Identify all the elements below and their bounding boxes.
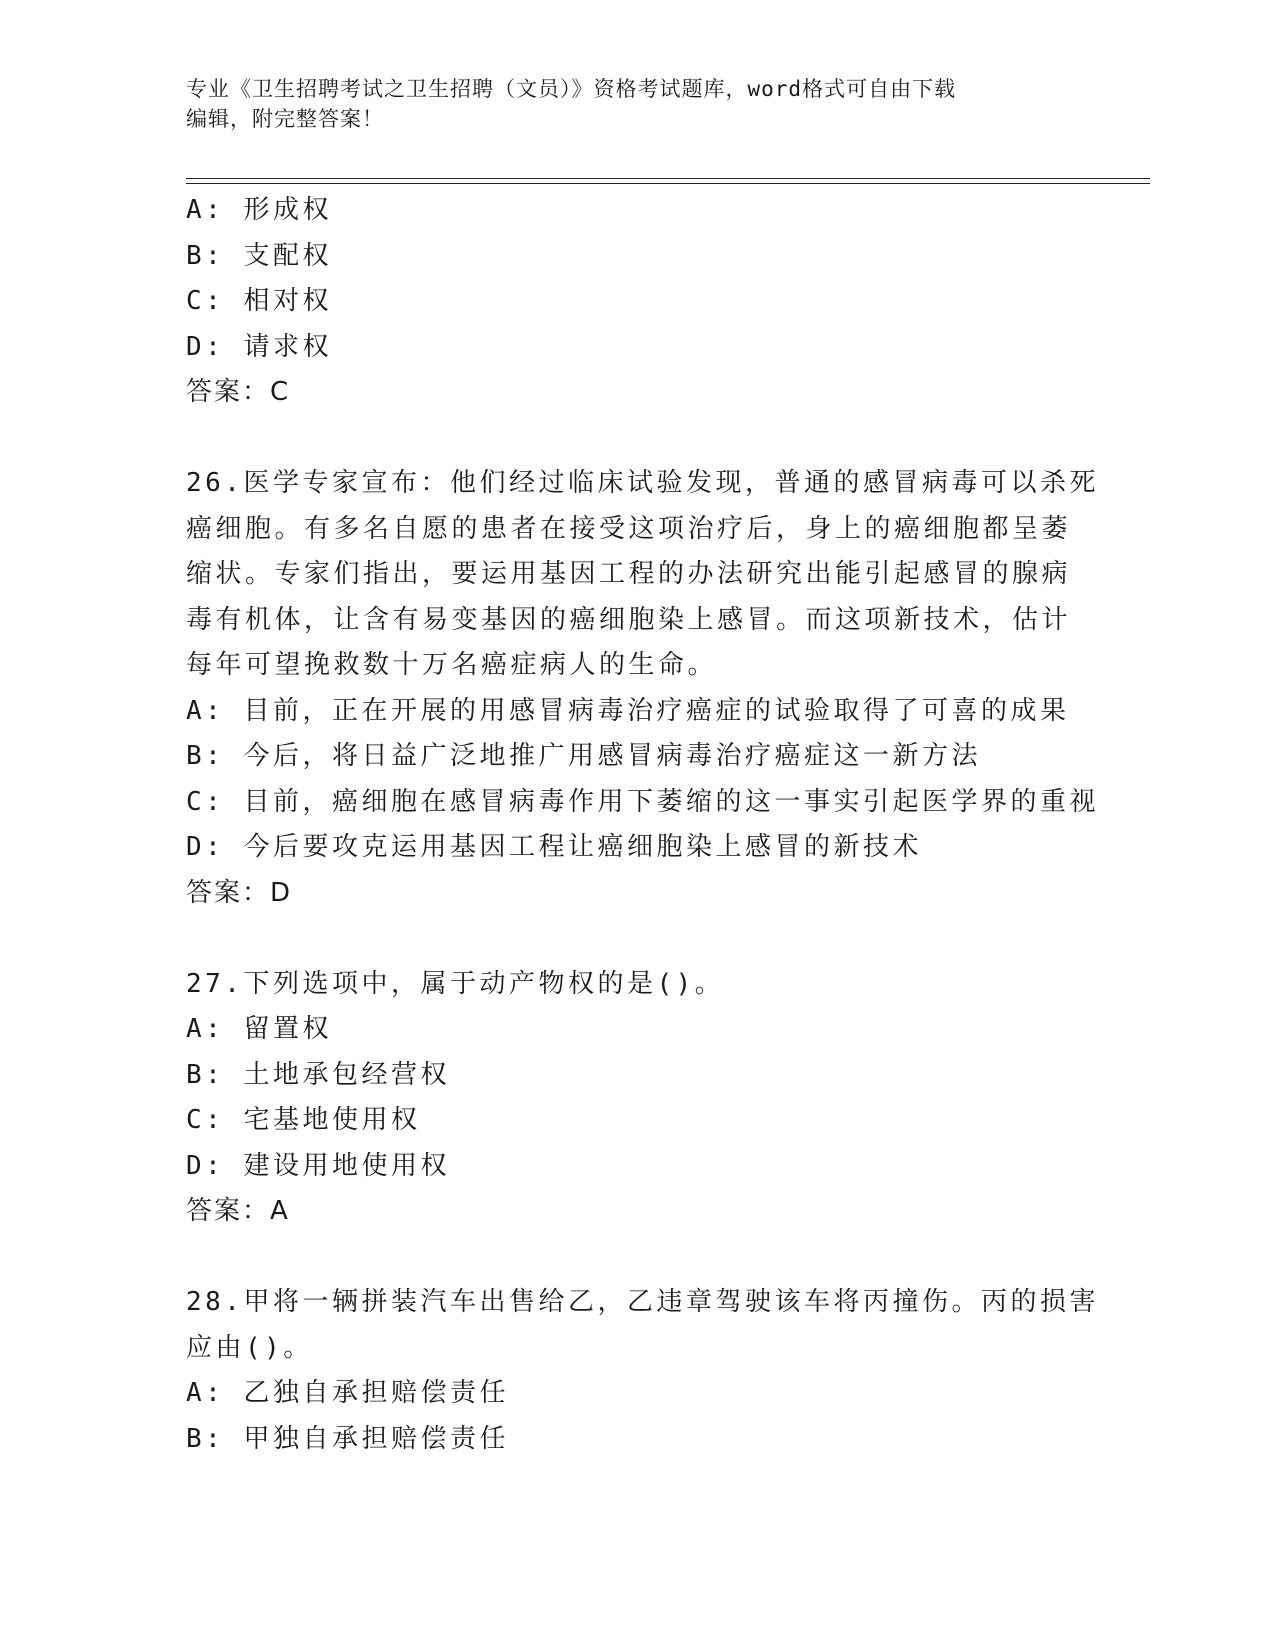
question-stem-line: 28.甲将一辆拼装汽车出售给乙，乙违章驾驶该车将丙撞伤。丙的损害 bbox=[186, 1287, 1099, 1317]
option-a: A: 留置权 bbox=[186, 1014, 332, 1044]
document-header bbox=[186, 74, 1086, 134]
question-26 bbox=[186, 461, 1099, 916]
answer-line: 答案：A bbox=[186, 1196, 290, 1226]
question-stem-line: 缩状。专家们指出，要运用基因工程的办法研究出能引起感冒的腺病 bbox=[186, 559, 1072, 589]
option-b: B: 土地承包经营权 bbox=[186, 1059, 450, 1090]
question-stem-line: 26.医学专家宣布：他们经过临床试验发现，普通的感冒病毒可以杀死 bbox=[186, 468, 1099, 498]
option-d: D: 今后要攻克运用基因工程让癌细胞染上感冒的新技术 bbox=[186, 832, 922, 862]
option-a: A: 乙独自承担赔偿责任 bbox=[186, 1378, 509, 1408]
option-c: C: 目前，癌细胞在感冒病毒作用下萎缩的这一事实引起医学界的重视 bbox=[186, 786, 1099, 817]
header-line-1: 专业《卫生招聘考试之卫生招聘（文员）》资格考试题库，word格式可自由下载 bbox=[186, 77, 957, 101]
question-stem-line: 毒有机体，让含有易变基因的癌细胞染上感冒。而这项新技术，估计 bbox=[186, 604, 1072, 635]
question-28 bbox=[186, 1280, 1099, 1462]
question-25 bbox=[186, 188, 1086, 416]
spacer bbox=[186, 1235, 1086, 1281]
option-d: D: 请求权 bbox=[186, 331, 332, 362]
answer-line: 答案：C bbox=[186, 377, 291, 407]
question-stem-line: 每年可望挽救数十万名癌症病人的生命。 bbox=[186, 650, 718, 680]
option-b: B: 今后，将日益广泛地推广用感冒病毒治疗癌症这一新方法 bbox=[186, 741, 981, 771]
header-line-2: 编辑，附完整答案！ bbox=[186, 107, 384, 131]
question-stem-line: 应由()。 bbox=[186, 1332, 313, 1363]
question-content bbox=[186, 188, 1099, 1462]
header-rule-top bbox=[186, 178, 1150, 179]
header-rule-bottom bbox=[186, 183, 1150, 184]
answer-line: 答案：D bbox=[186, 877, 293, 908]
question-27 bbox=[186, 962, 1086, 1235]
option-d: D: 建设用地使用权 bbox=[186, 1150, 450, 1181]
spacer bbox=[186, 416, 1086, 462]
option-c: C: 相对权 bbox=[186, 286, 332, 316]
option-a: A: 目前，正在开展的用感冒病毒治疗癌症的试验取得了可喜的成果 bbox=[186, 695, 1070, 726]
option-c: C: 宅基地使用权 bbox=[186, 1105, 421, 1135]
option-b: B: 支配权 bbox=[186, 240, 332, 271]
question-stem-line: 癌细胞。有多名自愿的患者在接受这项治疗后，身上的癌细胞都呈萎 bbox=[186, 513, 1072, 544]
option-b: B: 甲独自承担赔偿责任 bbox=[186, 1423, 509, 1454]
spacer bbox=[186, 916, 1086, 962]
question-stem-line: 27.下列选项中，属于动产物权的是()。 bbox=[186, 968, 725, 999]
option-a: A: 形成权 bbox=[186, 195, 332, 225]
